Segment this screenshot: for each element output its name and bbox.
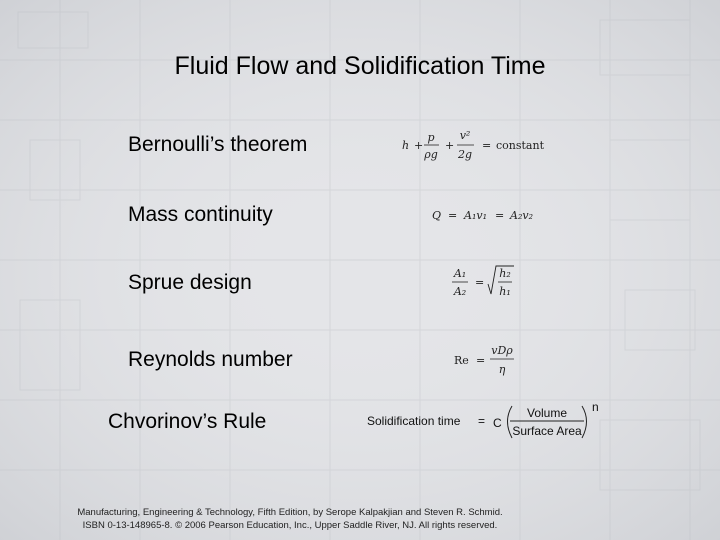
eq-A2v2: A₂v₂: [510, 209, 533, 222]
eq-h1: h₁: [499, 285, 511, 298]
eq-h: h: [402, 139, 410, 152]
eq-eta: η: [498, 363, 506, 376]
eq-equals: =: [475, 276, 485, 289]
eq-volume: Volume: [526, 406, 568, 420]
label-chvorinov: Chvorinov’s Rule: [108, 410, 267, 433]
eq-A1v1: A₁v₁: [464, 209, 487, 222]
slide-title: Fluid Flow and Solidification Time: [174, 52, 546, 80]
left-paren: [508, 406, 513, 438]
sprue-equation: [448, 262, 528, 304]
eq-Re: Re: [454, 354, 469, 367]
bernoulli-equation: [398, 126, 568, 168]
eq-v2: v²: [459, 129, 471, 142]
eq-vDrho: vDρ: [491, 344, 513, 357]
chvorinov-equation: [364, 402, 604, 442]
eq-plus-2: +: [445, 139, 455, 152]
footer-line-2: ISBN 0-13-148965-8. © 2006 Pearson Education, Inc., Upper Saddle River, NJ. All rights reserved.: [82, 520, 498, 531]
slide-footer: [0, 506, 580, 532]
eq-constant: constant: [496, 139, 544, 152]
eq-A1: A₁: [453, 267, 467, 280]
eq-equals-2: =: [495, 209, 505, 222]
label-sprue-design: Sprue design: [128, 271, 252, 294]
eq-equals: =: [448, 209, 458, 222]
eq-rhog: ρg: [424, 148, 438, 161]
eq-equals: =: [478, 414, 486, 428]
eq-exponent-n: n: [592, 402, 599, 414]
reynolds-equation: [450, 342, 530, 380]
label-mass-continuity: Mass continuity: [128, 203, 273, 226]
right-paren: [582, 406, 587, 438]
eq-equals: =: [482, 139, 492, 152]
eq-Q: Q: [432, 209, 442, 222]
label-reynolds: Reynolds number: [128, 348, 293, 371]
eq-h2: h₂: [499, 267, 511, 280]
eq-A2: A₂: [453, 285, 467, 298]
eq-p: p: [427, 131, 435, 144]
eq-equals: =: [476, 354, 486, 367]
eq-solidification-time: Solidification time: [367, 414, 461, 428]
footer-line-1: Manufacturing, Engineering & Technology, Fifth Edition, by Serope Kalpakjian and Steven R. Schmid.: [77, 507, 503, 518]
continuity-equation: [428, 203, 548, 227]
eq-C: C: [493, 416, 502, 430]
eq-2g: 2g: [457, 148, 473, 161]
label-bernoulli: Bernoulli’s theorem: [128, 133, 308, 156]
eq-surface-area: Surface Area: [512, 424, 582, 438]
eq-plus: +: [414, 139, 424, 152]
